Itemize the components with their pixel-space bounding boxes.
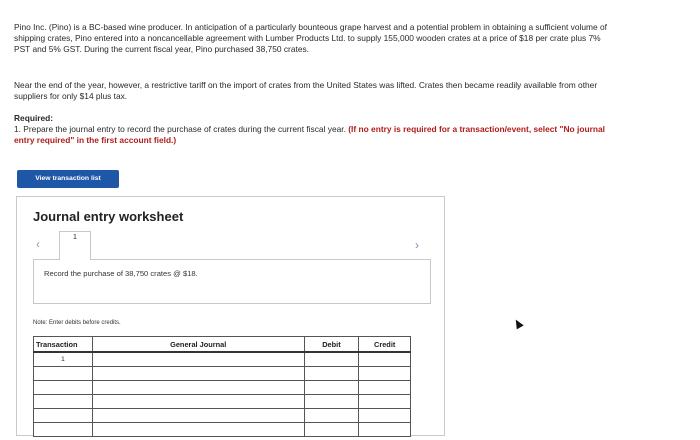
table-row — [34, 367, 411, 381]
required-label: Required: — [14, 113, 54, 123]
required-text — [14, 124, 614, 146]
problem-paragraph-2: Near the end of the year, however, a restrictive tariff on the import of crates from the United States was lifted. Crates then became readily available from other suppliers for only $14 plus tax. — [14, 80, 598, 101]
transaction-cell — [34, 423, 93, 437]
debit-field[interactable] — [304, 395, 359, 409]
account-field[interactable] — [92, 352, 304, 367]
account-field[interactable] — [92, 423, 304, 437]
view-transaction-list-button[interactable]: View transaction list — [17, 170, 119, 188]
credit-field[interactable] — [359, 423, 411, 437]
credit-field[interactable] — [359, 381, 411, 395]
worksheet-title: Journal entry worksheet — [33, 209, 184, 224]
debit-field[interactable] — [304, 367, 359, 381]
header-transaction: Transaction — [34, 337, 93, 353]
required-instruction: (If no entry is required for a transaction/event, select "No journal entry required" in the first account field.) — [14, 124, 605, 145]
table-row — [34, 423, 411, 437]
required-question: 1. Prepare the journal entry to record the purchase of crates during the current fiscal year. — [14, 124, 349, 134]
transaction-cell — [34, 367, 93, 381]
debits-before-credits-note: Note: Enter debits before credits. — [33, 320, 121, 326]
transaction-cell: 1 — [34, 352, 93, 367]
credit-field[interactable] — [359, 367, 411, 381]
header-credit: Credit — [359, 337, 411, 353]
credit-field[interactable] — [359, 395, 411, 409]
entry-description: Record the purchase of 38,750 crates @ $18. — [44, 269, 198, 278]
table-row — [34, 395, 411, 409]
account-field[interactable] — [92, 395, 304, 409]
debit-field[interactable] — [304, 352, 359, 367]
account-field[interactable] — [92, 409, 304, 423]
credit-field[interactable] — [359, 352, 411, 367]
mouse-cursor-icon — [512, 318, 523, 330]
transaction-cell — [34, 409, 93, 423]
transaction-cell — [34, 381, 93, 395]
table-row — [34, 381, 411, 395]
entry-description-box — [33, 259, 431, 304]
debit-field[interactable] — [304, 381, 359, 395]
table-row — [34, 409, 411, 423]
debit-field[interactable] — [304, 423, 359, 437]
entry-tab-1[interactable]: 1 — [59, 231, 91, 260]
header-debit: Debit — [304, 337, 359, 353]
debit-field[interactable] — [304, 409, 359, 423]
account-field[interactable] — [92, 367, 304, 381]
account-field[interactable] — [92, 381, 304, 395]
transaction-cell — [34, 395, 93, 409]
header-general-journal: General Journal — [92, 337, 304, 353]
journal-table — [33, 336, 411, 437]
chevron-right-icon[interactable]: › — [415, 238, 419, 252]
problem-paragraph-1: Pino Inc. (Pino) is a BC-based wine producer. In anticipation of a particularly bounteous grape harvest and a potential problem in obtaining a sufficient volume of shipping crates, Pino entered into a noncancellable agreement with Lumber Products Ltd. to supply 155,000 wooden crates at a price of $18 per crate plus 7% PST and 5% GST. During the current fiscal year, Pino purchased 38,750 crates. — [14, 22, 607, 54]
journal-entry-worksheet — [16, 196, 445, 436]
chevron-left-icon[interactable]: ‹ — [36, 237, 40, 251]
table-row — [34, 352, 411, 367]
credit-field[interactable] — [359, 409, 411, 423]
